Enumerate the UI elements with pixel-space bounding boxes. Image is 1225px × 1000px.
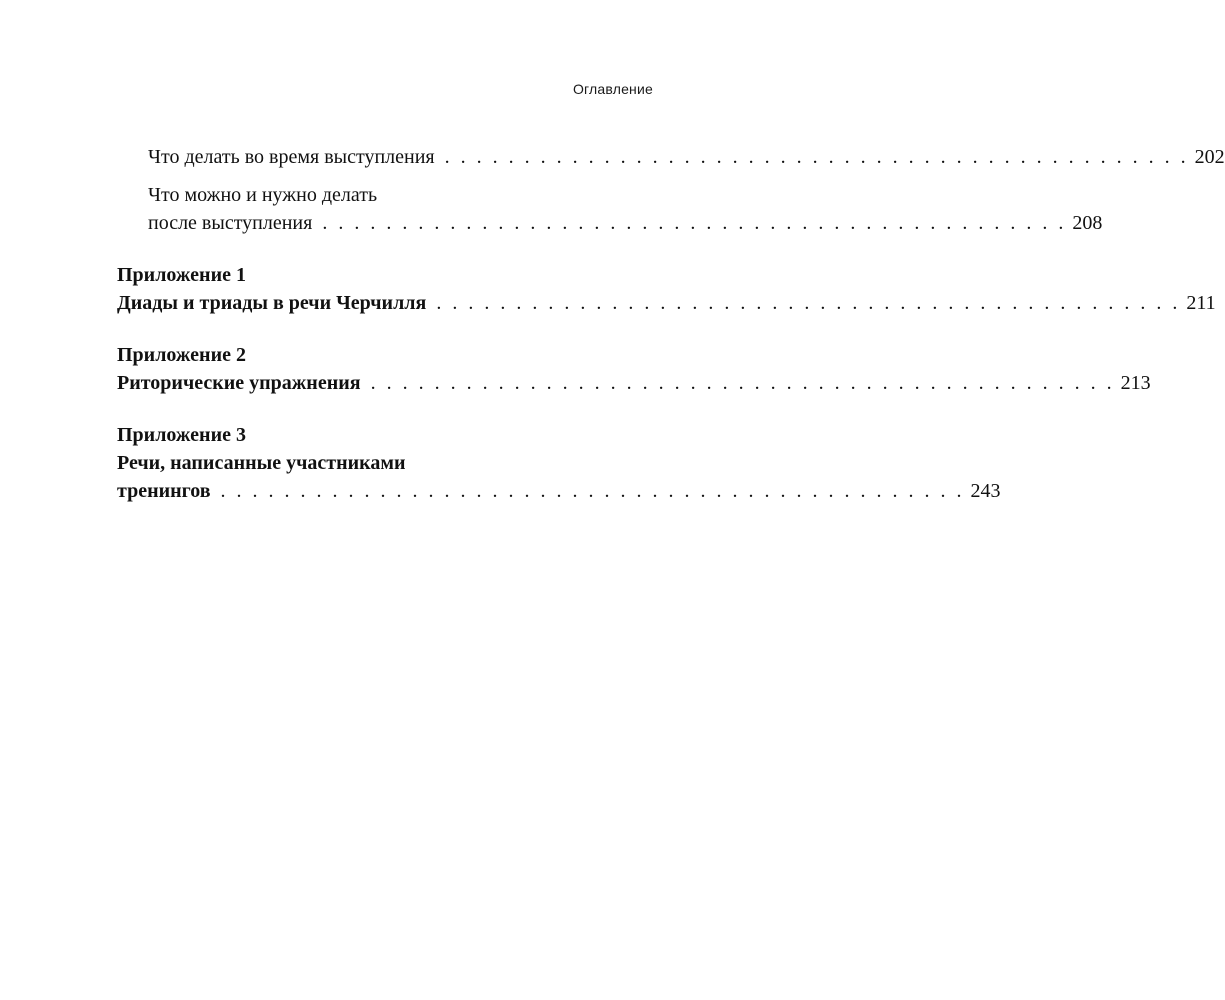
- toc-entry-appendix-1: [117, 261, 1216, 317]
- toc-page-number: 208: [1072, 212, 1103, 234]
- toc-page-number: 213: [1120, 372, 1151, 394]
- toc-appendix-heading: Приложение 3: [117, 424, 246, 446]
- dot-leader: . . . . . . . . . . . . . . . . . . . . . . . . . . . . . . . . . . . . . . . . . . . . . . .: [322, 212, 1067, 234]
- toc-line: [148, 181, 651, 209]
- dot-leader: . . . . . . . . . . . . . . . . . . . . . . . . . . . . . . . . . . . . . . . . . . . . . . .: [370, 372, 1115, 394]
- toc-line: [117, 477, 1001, 505]
- toc-page-number: 211: [1186, 292, 1216, 314]
- toc-line: [117, 289, 1216, 317]
- running-head: Оглавление: [572, 81, 653, 97]
- toc-line: [117, 341, 651, 369]
- toc-line: [117, 449, 651, 477]
- dot-leader: . . . . . . . . . . . . . . . . . . . . . . . . . . . . . . . . . . . . . . . . . . . . . . .: [436, 292, 1181, 314]
- toc-entry-appendix-2: [117, 341, 1151, 397]
- toc-entry-title: Что делать во время выступления: [148, 146, 435, 168]
- toc-entry-appendix-3: [117, 421, 1001, 505]
- toc-page-number: 202: [1194, 146, 1225, 168]
- toc-line: [148, 143, 1225, 171]
- dot-leader: . . . . . . . . . . . . . . . . . . . . . . . . . . . . . . . . . . . . . . . . . . . . . . .: [220, 480, 965, 502]
- dot-leader: . . . . . . . . . . . . . . . . . . . . . . . . . . . . . . . . . . . . . . . . . . . . . . .: [444, 146, 1189, 168]
- toc-line: [117, 421, 651, 449]
- toc-line: [117, 261, 651, 289]
- toc-entry-title-line-2: тренингов: [117, 480, 211, 502]
- toc-entry-title-line-2: после выступления: [148, 212, 313, 234]
- toc-entry-title-line-1: Что можно и нужно делать: [148, 184, 378, 206]
- toc-entry-title: Риторические упражнения: [117, 372, 361, 394]
- toc-entry-title-line-1: Речи, написанные участниками: [117, 452, 406, 474]
- toc-appendix-heading: Приложение 2: [117, 344, 246, 366]
- toc-entry-title: Диады и триады в речи Черчилля: [117, 292, 427, 314]
- table-of-contents: [117, 143, 1225, 505]
- toc-appendix-heading: Приложение 1: [117, 264, 246, 286]
- toc-line: [117, 369, 1151, 397]
- toc-page-number: 243: [970, 480, 1001, 502]
- toc-entry-during-speech: [117, 143, 1225, 171]
- toc-line: [148, 209, 1103, 237]
- toc-entry-after-speech: [117, 181, 1103, 237]
